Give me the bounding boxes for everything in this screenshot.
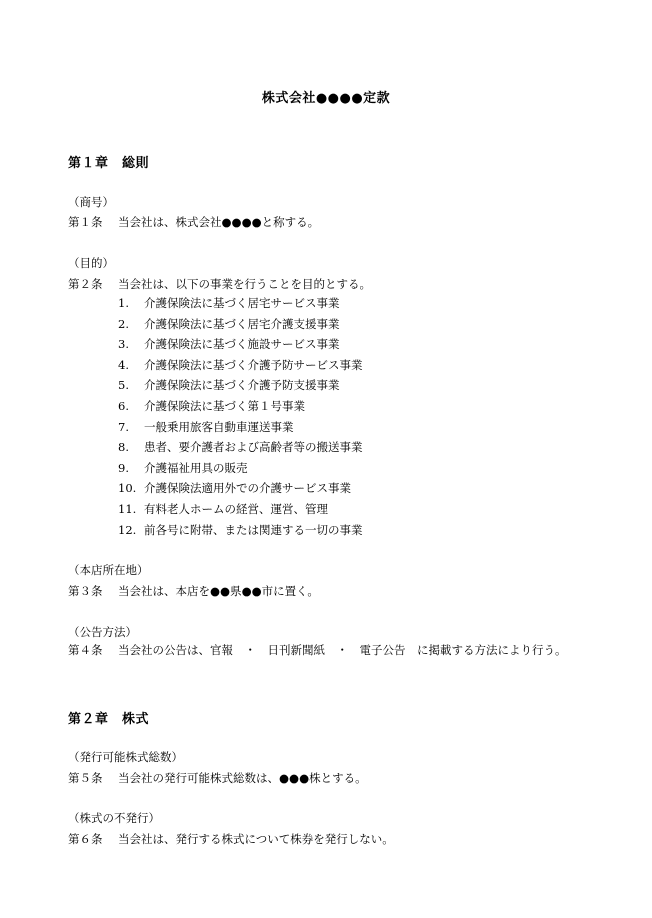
article-caption: （発行可能株式総数） <box>68 750 183 764</box>
list-item: 11. 有料老人ホームの経営、運営、管理 <box>118 501 328 516</box>
article-number: 第４条 <box>68 643 103 657</box>
list-item: 12. 前各号に附帯、または関連する一切の事業 <box>118 522 363 537</box>
chapter-heading-2: 第２章 株式 <box>68 712 150 727</box>
article-number: 第３条 <box>68 584 103 598</box>
article-text: 当会社は、以下の事業を行うことを目的とする。 <box>118 277 371 291</box>
article-number: 第１条 <box>68 215 103 229</box>
article-caption: （本店所在地） <box>68 563 149 577</box>
article-number: 第６条 <box>68 832 103 846</box>
list-item: 1. 介護保険法に基づく居宅サービス事業 <box>118 296 340 310</box>
list-item: 7. 一般乗用旅客自動車運送事業 <box>118 419 294 434</box>
article-4 <box>68 640 568 660</box>
article-5 <box>68 770 367 786</box>
article-number: 第５条 <box>68 771 103 785</box>
article-text: 当会社は、株式会社●●●●と称する。 <box>118 215 320 229</box>
list-item: 6. 介護保険法に基づく第１号事業 <box>118 398 305 413</box>
list-item: 3. 介護保険法に基づく施設サービス事業 <box>118 337 340 352</box>
list-item: 9. 介護福祉用具の販売 <box>118 460 248 475</box>
article-caption: （公告方法） <box>68 625 137 639</box>
article-text: 当会社の発行可能株式総数は、●●●株とする。 <box>118 771 367 785</box>
article-3 <box>68 583 319 599</box>
list-item: 2. 介護保険法に基づく居宅介護支援事業 <box>118 316 340 331</box>
article-1 <box>68 214 319 230</box>
article-6 <box>68 831 394 847</box>
article-text: 当会社は、発行する株式について株券を発行しない。 <box>118 832 394 846</box>
purpose-list <box>118 293 363 540</box>
article-text: 当会社の公告は、官報 ・ 日刊新聞紙 ・ 電子公告 に掲載する方法により行う。 <box>118 643 567 657</box>
article-caption: （商号） <box>68 195 114 209</box>
article-caption: （目的） <box>68 256 114 270</box>
article-caption: （株式の不発行） <box>68 811 160 825</box>
list-item: 8. 患者、要介護者および高齢者等の搬送事業 <box>118 440 363 455</box>
list-item: 10. 介護保険法適用外での介護サービス事業 <box>118 481 351 496</box>
document-title: 株式会社●●●●定款 <box>261 91 391 106</box>
chapter-heading-1: 第１章 総則 <box>68 156 150 171</box>
list-item: 5. 介護保険法に基づく介護予防支援事業 <box>118 378 340 393</box>
list-item: 4. 介護保険法に基づく介護予防サービス事業 <box>118 357 363 372</box>
article-text: 当会社は、本店を●●県●●市に置く。 <box>118 584 319 598</box>
article-2 <box>68 276 371 292</box>
article-number: 第２条 <box>68 277 103 291</box>
